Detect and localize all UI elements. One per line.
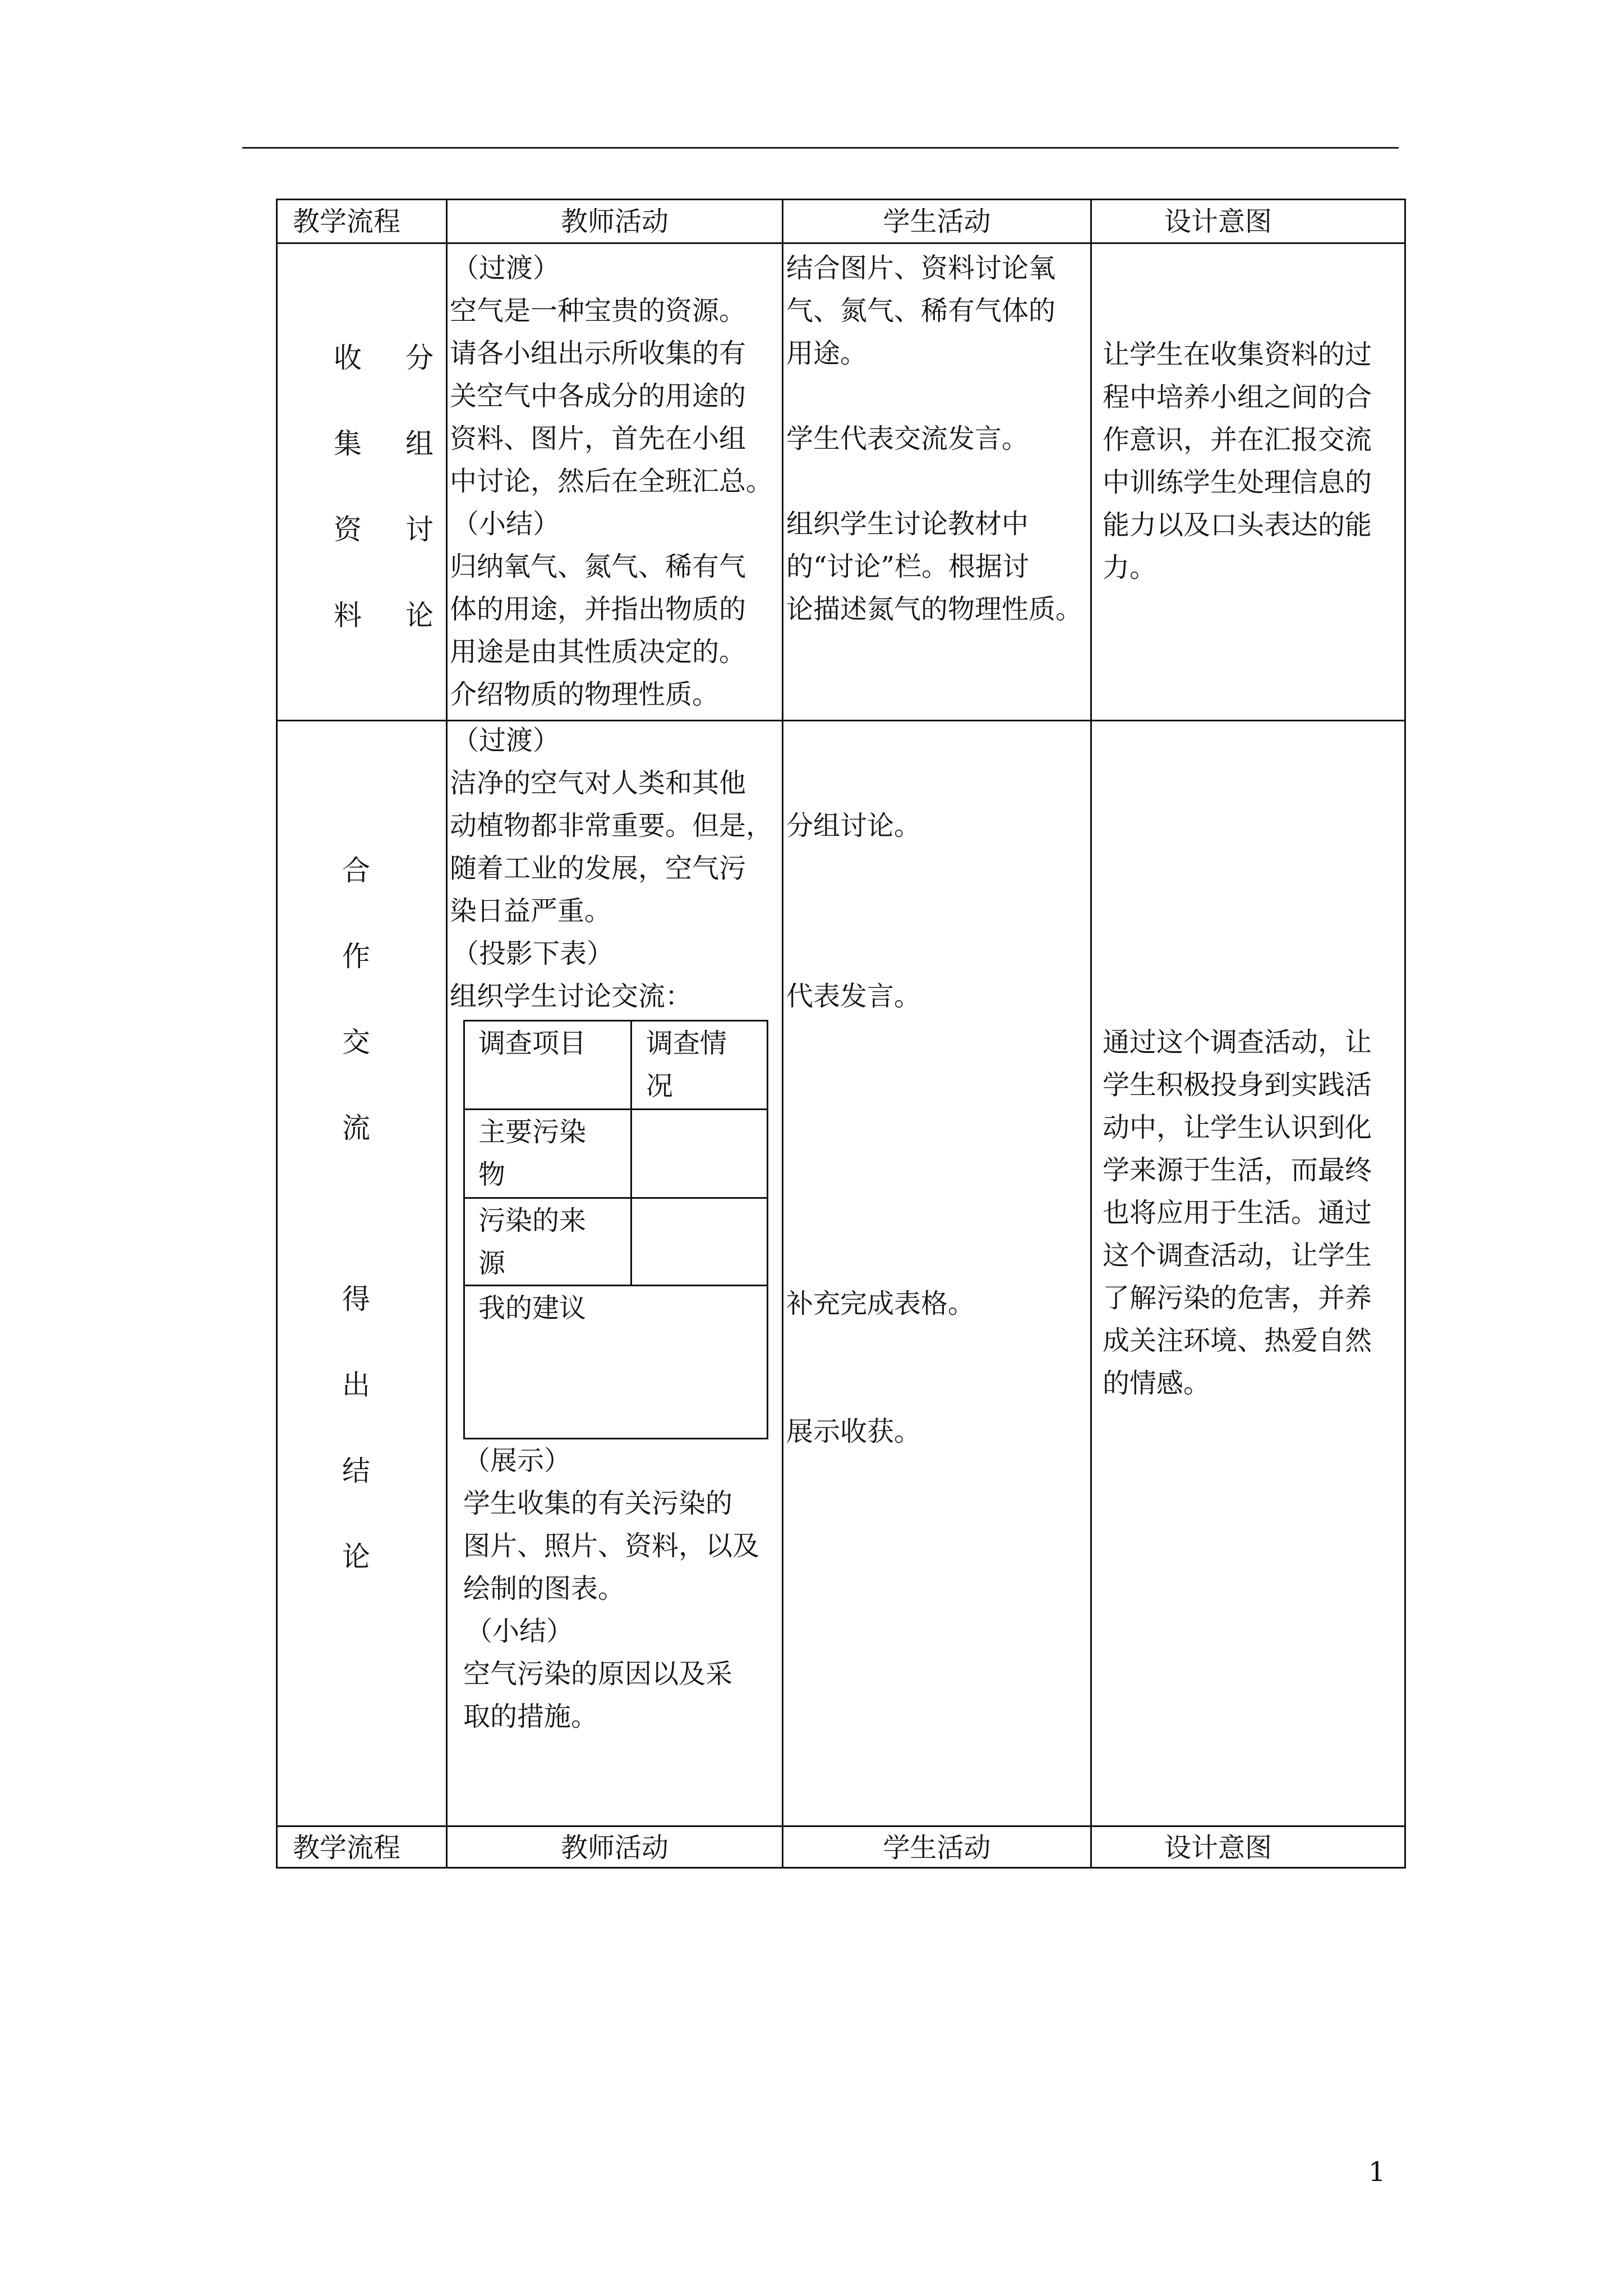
text-line: 归纳氧气、氮气、稀有气 bbox=[450, 551, 746, 582]
survey-header-status: 况 bbox=[646, 1070, 674, 1102]
column-divider bbox=[782, 199, 783, 1869]
text-line: 能力以及口头表达的能 bbox=[1103, 509, 1372, 541]
text-line: 气、氮气、稀有气体的 bbox=[786, 295, 1056, 326]
text-line: 洁净的空气对人类和其他 bbox=[450, 767, 746, 799]
footer-cell-student: 学生活动 bbox=[883, 1832, 991, 1864]
footer-cell-teacher: 教师活动 bbox=[560, 1832, 668, 1864]
survey-column-divider bbox=[630, 1020, 632, 1286]
text-line: 资料、图片，首先在小组 bbox=[450, 423, 746, 454]
text-line: （过渡） bbox=[452, 252, 560, 284]
survey-row-divider bbox=[463, 1108, 768, 1110]
text-line: 通过这个调查活动，让 bbox=[1103, 1027, 1372, 1058]
header-cell-student: 学生活动 bbox=[883, 206, 991, 237]
header-cell-teacher: 教师活动 bbox=[560, 206, 668, 237]
text-line: 这个调查活动，让学生 bbox=[1103, 1240, 1372, 1271]
text-line: 组织学生讨论教材中 bbox=[786, 508, 1029, 540]
stage-char: 结 bbox=[342, 1455, 370, 1487]
stage-char: 收 bbox=[334, 342, 362, 374]
text-line: 组织学生讨论交流： bbox=[450, 981, 693, 1012]
survey-row-label: 源 bbox=[478, 1248, 506, 1279]
survey-row-label: 物 bbox=[478, 1159, 506, 1190]
text-line: 取的措施。 bbox=[463, 1701, 598, 1732]
text-line: （投影下表） bbox=[452, 938, 614, 969]
survey-header-item: 调查项目 bbox=[478, 1028, 587, 1059]
stage-char: 集 bbox=[334, 427, 362, 460]
survey-row-label: 污染的来 bbox=[478, 1205, 587, 1236]
text-line: 力。 bbox=[1103, 552, 1157, 583]
text-line: 学生代表交流发言。 bbox=[786, 423, 1029, 454]
text-line: 展示收获。 bbox=[786, 1416, 921, 1447]
stage-char: 得 bbox=[342, 1283, 370, 1315]
text-line: （小结） bbox=[465, 1616, 574, 1647]
stage-char: 组 bbox=[405, 427, 434, 460]
text-line: 动中，让学生认识到化 bbox=[1103, 1112, 1372, 1143]
text-line: 中讨论，然后在全班汇总。 bbox=[450, 466, 773, 497]
text-line: 体的用途，并指出物质的 bbox=[450, 593, 746, 625]
text-line: 的情感。 bbox=[1103, 1368, 1211, 1399]
text-line: 程中培养小组之间的合 bbox=[1103, 381, 1372, 413]
text-line: 图片、照片、资料，以及 bbox=[463, 1530, 760, 1562]
text-line: 成关注环境、热爱自然 bbox=[1103, 1325, 1372, 1356]
text-line: 了解污染的危害，并养 bbox=[1103, 1282, 1372, 1314]
header-cell-intent: 设计意图 bbox=[1164, 206, 1272, 237]
text-line: 分组讨论。 bbox=[786, 810, 921, 841]
text-line: （过渡） bbox=[452, 725, 560, 756]
stage-char: 交 bbox=[342, 1026, 370, 1059]
footer-cell-intent: 设计意图 bbox=[1164, 1832, 1272, 1864]
text-line: 让学生在收集资料的过 bbox=[1103, 339, 1372, 370]
stage-char: 流 bbox=[342, 1112, 370, 1144]
survey-row-label: 我的建议 bbox=[478, 1292, 587, 1324]
text-line: 关空气中各成分的用途的 bbox=[450, 380, 746, 412]
stage-char: 出 bbox=[342, 1369, 370, 1401]
text-line: 学生积极投身到实践活 bbox=[1103, 1069, 1372, 1101]
text-line: 空气是一种宝贵的资源。 bbox=[450, 295, 746, 326]
stage-char: 料 bbox=[334, 599, 362, 632]
text-line: 染日益严重。 bbox=[450, 895, 612, 927]
text-line: 论描述氮气的物理性质。 bbox=[786, 593, 1083, 625]
text-line: 学来源于生活，而最终 bbox=[1103, 1154, 1372, 1186]
text-line: 空气污染的原因以及采 bbox=[463, 1658, 733, 1690]
text-line: 动植物都非常重要。但是， bbox=[450, 810, 773, 841]
column-divider bbox=[446, 199, 448, 1869]
text-line: 中训练学生处理信息的 bbox=[1103, 467, 1372, 498]
stage-char: 作 bbox=[342, 940, 370, 973]
survey-row-divider bbox=[463, 1197, 768, 1199]
text-line: 随着工业的发展，空气污 bbox=[450, 853, 746, 884]
header-cell-stage: 教学流程 bbox=[293, 206, 401, 237]
header-rule bbox=[242, 147, 1399, 149]
column-divider bbox=[1090, 199, 1092, 1869]
text-line: 用途是由其性质决定的。 bbox=[450, 636, 746, 668]
survey-row-label: 主要污染 bbox=[478, 1116, 587, 1148]
text-line: 代表发言。 bbox=[786, 981, 921, 1012]
footer-cell-stage: 教学流程 bbox=[293, 1832, 401, 1864]
survey-header-status: 调查情 bbox=[646, 1028, 727, 1059]
page-number: 1 bbox=[1368, 2156, 1386, 2188]
stage-char: 讨 bbox=[405, 513, 434, 546]
text-line: 补充完成表格。 bbox=[786, 1288, 975, 1319]
stage-char: 合 bbox=[342, 854, 370, 887]
text-line: 用途。 bbox=[786, 338, 868, 369]
stage-char: 资 bbox=[334, 513, 362, 546]
text-line: 作意识，并在汇报交流 bbox=[1103, 424, 1372, 455]
stage-char: 论 bbox=[342, 1540, 370, 1573]
text-line: 学生收集的有关污染的 bbox=[463, 1488, 733, 1519]
stage-char: 论 bbox=[405, 599, 434, 632]
text-line: 也将应用于生活。通过 bbox=[1103, 1197, 1372, 1228]
text-line: （小结） bbox=[452, 508, 560, 540]
survey-row-divider bbox=[463, 1285, 768, 1286]
stage-char: 分 bbox=[405, 342, 434, 374]
text-line: 绘制的图表。 bbox=[463, 1573, 625, 1604]
text-line: 请各小组出示所收集的有 bbox=[450, 338, 746, 369]
text-line: 结合图片、资料讨论氧 bbox=[786, 252, 1056, 284]
text-line: （展示） bbox=[463, 1445, 571, 1476]
text-line: 的“讨论”栏。根据讨 bbox=[786, 551, 1030, 582]
text-line: 介绍物质的物理性质。 bbox=[450, 679, 720, 710]
